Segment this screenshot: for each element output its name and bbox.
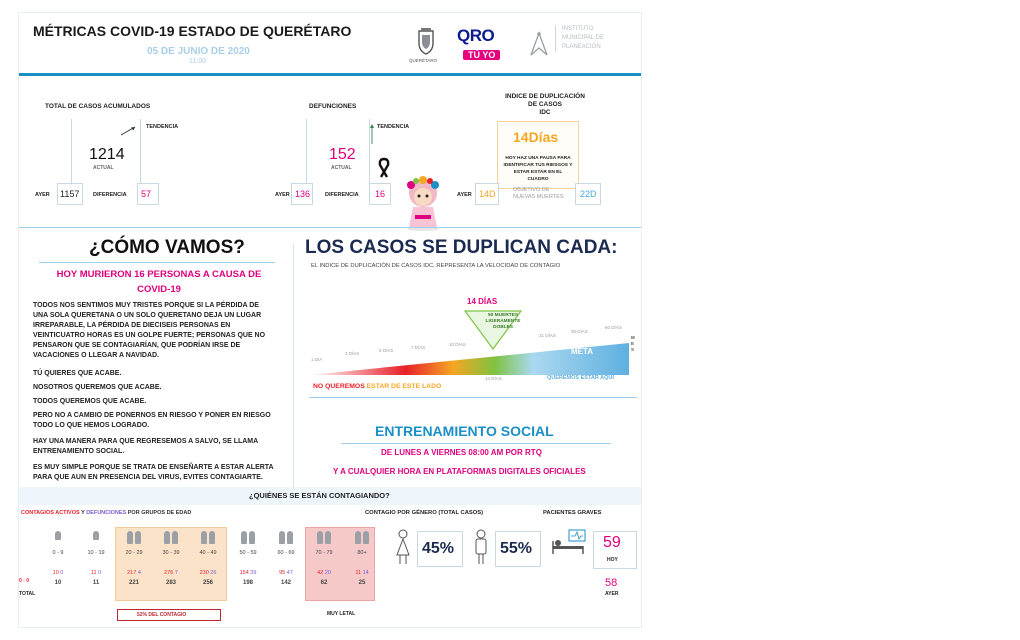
age-group-column: [41, 531, 75, 586]
active-cases-value: 95: [279, 570, 286, 576]
deaths-value: 39: [250, 570, 257, 576]
report-time: 11:00: [189, 58, 206, 65]
mascot-doll-icon: [399, 175, 447, 231]
person-icon: [241, 531, 247, 544]
person-icon: [172, 531, 178, 544]
age-range-label: 20 - 29: [125, 550, 143, 556]
age-range-label: 60 - 69: [277, 550, 295, 556]
total-row-label: TOTAL: [19, 591, 36, 597]
active-cases-value: 11: [355, 570, 362, 576]
deaths-value: 7: [174, 570, 178, 576]
meta-label: META: [571, 347, 594, 356]
scale-label-1: 1 DÍA: [311, 357, 323, 362]
state-logo: [411, 27, 441, 65]
age-values: [117, 570, 151, 576]
idc-note: HOY HAZ UNA PAUSA PARA IDENTIFICAR TUS RIESGOS Y ESTAR ESTAR EN EL CUADRO: [503, 156, 573, 182]
state-seal-icon: [411, 27, 441, 57]
total-cases-trend-label: TENDENCIA: [146, 124, 179, 130]
active-cases-value: 217: [127, 570, 137, 576]
section-divider: [309, 397, 637, 398]
person-icon: [279, 531, 285, 544]
contact-note: 52% DEL CONTAGIO: [137, 612, 187, 618]
active-cases-value: 154: [239, 570, 249, 576]
person-icon: [55, 531, 61, 540]
person-icon: [209, 531, 215, 544]
age-total-value: 11: [92, 580, 100, 586]
good-side-note: QUEREMOS ESTAR AQUÍ: [547, 375, 614, 381]
deaths-yesterday-value: 136: [295, 189, 311, 199]
report-date: 05 DE JUNIO DE 2020: [147, 46, 250, 57]
age-values: [231, 570, 265, 576]
person-icon: [287, 531, 293, 544]
scale-label-60: 60 DÍAS: [605, 325, 622, 330]
deaths-yesterday-label: AYER: [275, 192, 290, 198]
deaths-value: 20: [324, 570, 331, 576]
age-group-column: [269, 531, 303, 586]
person-icon: [317, 531, 323, 544]
total-cases-yesterday-label: AYER: [35, 192, 50, 198]
active-cases-value: 230: [199, 570, 209, 576]
age-range-label: 40 - 49: [199, 550, 217, 556]
person-icon: [355, 531, 361, 544]
deaths-actual-label: ACTUAL: [331, 165, 352, 171]
idc-goal-label: OBJETIVO DE NUEVAS MUERTES: [513, 187, 564, 200]
current-marker-text: 50 MUERTES LIGERAMENTE DOBLES: [485, 313, 521, 330]
training-platforms: Y A CUALQUIER HORA EN PLATAFORMAS DIGITALES OFICIALES: [333, 467, 586, 476]
section-divider: [39, 262, 275, 263]
page-title: MÉTRICAS COVID-19 ESTADO DE QUERÉTARO: [33, 23, 352, 39]
idc-label: INDICE DE DUPLICACIÓN DE CASOS IDC: [505, 93, 585, 116]
scale-label-3: 3 DÍAS: [345, 351, 360, 356]
qro-logo: [457, 27, 507, 63]
age-values: [269, 570, 303, 576]
deaths-diff-label: DIFERENCIA: [325, 192, 359, 198]
age-group-column: [345, 531, 379, 586]
scale-label-30: 30 DÍAS: [571, 329, 588, 334]
como-vamos-paragraph-4: TODOS QUEREMOS QUE ACABE.: [33, 398, 147, 405]
como-vamos-paragraph-1: TODOS NOS SENTIMOS MUY TRISTES PORQUE SI LA PÉRDIDA DE UNA SOLA QUERETANA O UN SOLO QUERETANO DEJA UN LUGAR IRREPARABLE, LA PÉRDIDA DE DIECISEIS PERSONAS EN VEINTICUATRO HORAS ES UN GOLPE FUERTE; PERSONAS QUE NO PENSARON QUE SE CONTAGIARÍAN, QUE PODRÍAN IRSE DE VACACIONES O LLEGAR A NAVIDAD.: [33, 302, 266, 359]
grave-yesterday-label: AYER: [605, 591, 619, 597]
deaths-value: 0: [60, 570, 64, 576]
grave-today-value: 59: [603, 534, 621, 551]
scale-label-10: 10 DÍAS: [449, 342, 466, 347]
compass-icon: [527, 31, 551, 57]
age-total-value: 256: [202, 580, 213, 586]
deaths-value: 4: [137, 570, 141, 576]
active-cases-value: 10: [52, 570, 59, 576]
scale-label-14: 14 DÍAS: [485, 376, 502, 381]
grave-yesterday-value: 58: [605, 577, 618, 589]
deaths-value: 0: [98, 570, 102, 576]
age-values: [191, 570, 225, 576]
person-icon: [325, 531, 331, 544]
idc-yesterday-label: AYER: [457, 192, 472, 198]
gender-title: CONTAGIO POR GÉNERO (TOTAL CASOS): [365, 510, 484, 516]
person-icon: [164, 531, 170, 544]
age-total-value: 142: [280, 580, 291, 586]
age-values: [79, 570, 113, 576]
scale-label-7: 7 DÍAS: [411, 345, 426, 350]
total-cases-actual-label: ACTUAL: [93, 165, 114, 171]
como-vamos-title: ¿CÓMO VAMOS?: [89, 237, 245, 258]
total-cases-actual-value: 1214: [89, 146, 125, 163]
deaths-value: 47: [286, 570, 293, 576]
age-group-column: [307, 531, 341, 586]
age-range-label: 70 - 79: [315, 550, 333, 556]
age-group-column: [79, 531, 113, 586]
section-divider: [19, 227, 642, 228]
deaths-label: DEFUNCIONES: [309, 103, 357, 110]
age-values: [154, 570, 188, 576]
deaths-trend-label: TENDENCIA: [377, 124, 410, 130]
mourning-ribbon-icon: [377, 157, 391, 179]
age-total-value: 198: [242, 580, 253, 586]
section-divider: [341, 443, 611, 444]
person-icon: [249, 531, 255, 544]
month-side-label: MES: [631, 335, 635, 352]
person-icon-group: [117, 531, 151, 547]
idc-value: 14Días: [513, 129, 559, 145]
hospital-bed-icon: [551, 529, 589, 555]
como-vamos-paragraph-2: TÚ QUIERES QUE ACABE.: [33, 370, 122, 377]
total-cases-yesterday-value: 1157: [60, 189, 80, 199]
person-icon-group: [345, 531, 379, 547]
age-total-value: 62: [320, 580, 328, 586]
idc-goal-value: 22D: [580, 189, 597, 199]
person-icon-group: [269, 531, 303, 547]
female-pct: 45%: [422, 540, 455, 557]
age-group-column: [191, 531, 225, 586]
total-cases-diff-value: 57: [141, 189, 152, 199]
person-icon: [127, 531, 133, 544]
header-divider: [19, 73, 642, 76]
qro-logo-text: QRO: [457, 26, 495, 45]
very-lethal-label: MUY LETAL: [327, 611, 356, 617]
training-title: ENTRENAMIENTO SOCIAL: [375, 423, 554, 439]
duplication-current-label: 14 DÍAS: [467, 297, 498, 306]
age-values: [345, 570, 379, 576]
bad-side-note: NO QUEREMOS ESTAR DE ESTE LADO: [313, 383, 442, 390]
person-icon: [135, 531, 141, 544]
age-values: [307, 570, 341, 576]
institute-logo-text: INSTITUTO MUNICIPAL DE PLANEACIÓN: [555, 25, 604, 52]
active-cases-value: 11: [90, 570, 97, 576]
male-icon: [473, 529, 489, 565]
grave-today-label: HOY: [607, 557, 618, 563]
age-total-value: 283: [165, 580, 176, 586]
como-vamos-paragraph-5: PERO NO A CAMBIO DE PONERNOS EN RIESGO Y PONER EN RIESGO TODO LO QUE HEMOS LOGRADO.: [33, 412, 271, 429]
person-icon: [201, 531, 207, 544]
deaths-diff-value: 16: [375, 189, 386, 199]
age-legend: CONTAGIOS ACTIVOS Y DEFUNCIONES POR GRUPOS DE EDAD: [21, 510, 192, 516]
row-prefix: 0 - 0: [19, 578, 30, 584]
institute-logo: [527, 25, 637, 67]
duplication-subtitle: EL INDICE DE DUPLICACIÓN DE CASOS IDC, REPRESENTA LA VELOCIDAD DE CONTAGIO: [311, 263, 561, 269]
age-range-label: 80+: [357, 550, 367, 556]
person-icon-group: [41, 531, 75, 547]
person-icon-group: [307, 531, 341, 547]
state-logo-text: QUERÉTARO: [409, 58, 438, 63]
age-range-label: 0 - 9: [52, 550, 64, 556]
deaths-value: 26: [210, 570, 217, 576]
person-icon-group: [191, 531, 225, 547]
person-icon-group: [154, 531, 188, 547]
duplication-title: LOS CASOS SE DUPLICAN CADA:: [305, 237, 618, 258]
age-group-column: [154, 531, 188, 586]
como-vamos-paragraph-6: HAY UNA MANERA PARA QUE REGRESEMOS A SALVO, SE LLAMA ENTRENAMIENTO SOCIAL.: [33, 438, 259, 455]
column-divider: [293, 243, 294, 493]
trend-up-arrow-icon: [369, 123, 375, 145]
male-pct: 55%: [500, 540, 533, 557]
age-values: [41, 570, 75, 576]
grave-title: PACIENTES GRAVES: [543, 510, 602, 516]
trend-up-arrow-icon: [119, 125, 139, 137]
person-icon-group: [231, 531, 265, 547]
age-range-label: 10 - 19: [87, 550, 105, 556]
deaths-actual-value: 152: [329, 146, 356, 163]
active-cases-value: 42: [317, 570, 324, 576]
como-vamos-paragraph-7: ES MUY SIMPLE PORQUE SE TRATA DE ENSEÑARTE A ESTAR ALERTA PARA QUE AUN EN PRESENCIA DEL VIRUS, EVITES CONTAGIARTE.: [33, 464, 274, 481]
como-vamos-paragraph-3: NOSOTROS QUEREMOS QUE ACABE.: [33, 384, 162, 391]
age-range-label: 30 - 39: [162, 550, 180, 556]
female-icon: [395, 529, 411, 565]
metrics-document: [18, 12, 642, 628]
scale-label-21: 21 DÍAS: [539, 333, 556, 338]
total-cases-label: TOTAL DE CASOS ACUMULADOS: [45, 103, 151, 110]
who-title: ¿QUIÉNES SE ESTÁN CONTAGIANDO?: [249, 491, 390, 500]
age-range-label: 50 - 59: [239, 550, 257, 556]
como-vamos-headline: HOY MURIERON 16 PERSONAS A CAUSA DE COVID-19: [56, 269, 262, 295]
person-icon: [363, 531, 369, 544]
idc-yesterday-value: 14D: [479, 189, 496, 199]
age-total-value: 221: [128, 580, 139, 586]
age-group-column: [117, 531, 151, 586]
age-total-value: 10: [54, 580, 62, 586]
age-group-column: [231, 531, 265, 586]
age-total-value: 25: [358, 580, 366, 586]
total-cases-diff-label: DIFERENCIA: [93, 192, 127, 198]
person-icon-group: [79, 531, 113, 547]
person-icon: [93, 531, 99, 540]
training-schedule: DE LUNES A VIERNES 08:00 AM POR RTQ: [381, 448, 542, 457]
deaths-value: 14: [362, 570, 369, 576]
tuyo-logo-text: TÚ YO: [463, 50, 500, 60]
active-cases-value: 276: [164, 570, 174, 576]
scale-label-5: 5 DÍAS: [379, 348, 394, 353]
